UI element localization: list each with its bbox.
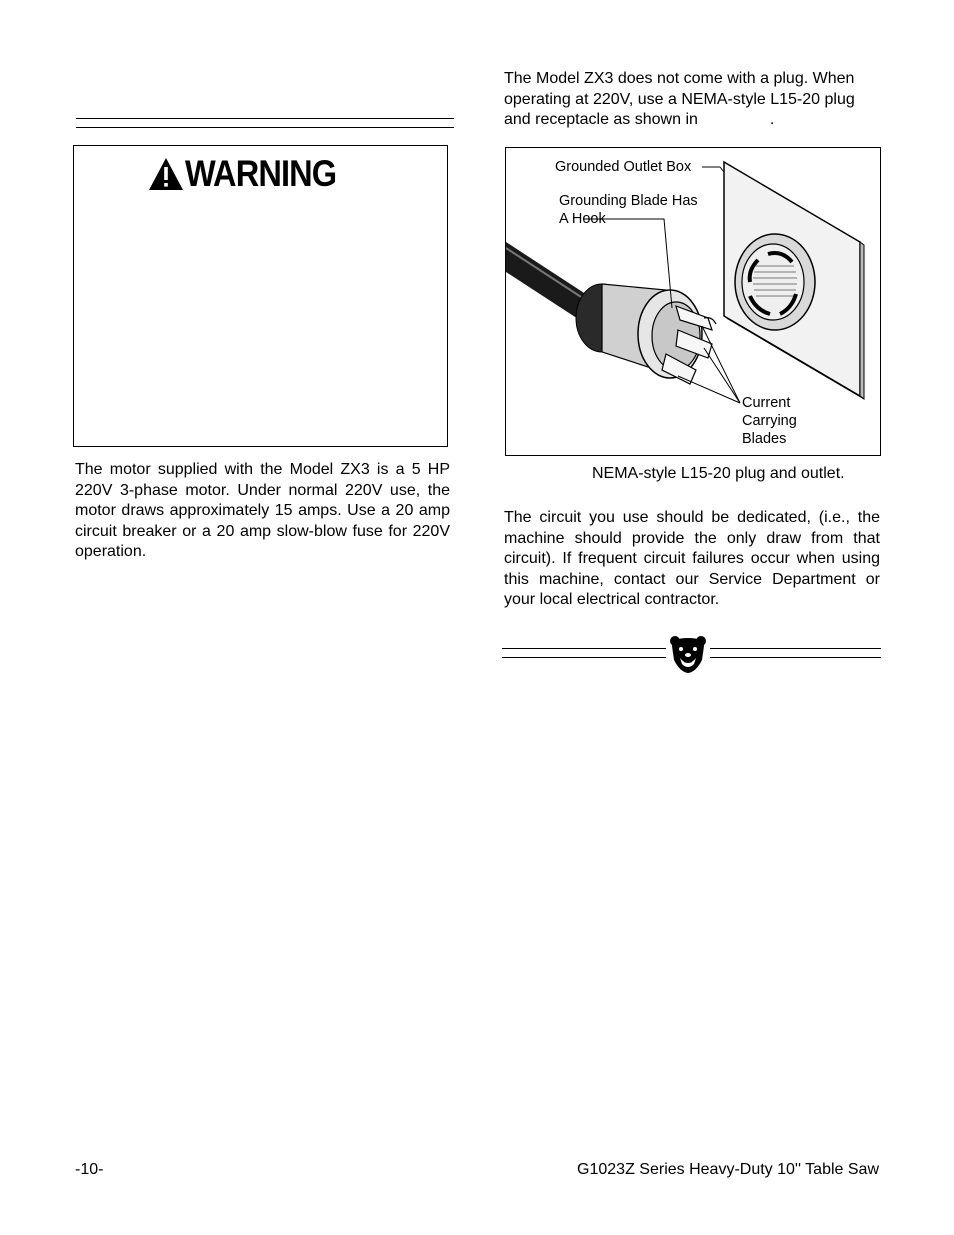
- label-current-3: Blades: [742, 431, 787, 447]
- warning-triangle-icon: [148, 157, 184, 191]
- plug-paragraph-end: .: [769, 111, 775, 128]
- label-current-1: Current: [742, 395, 791, 411]
- plug-paragraph: [504, 69, 882, 131]
- plug-paragraph-text: The Model ZX3 does not come with a plug. When operating at 220V, use a NEMA-style L15-20 plug and receptacle as shown in: [504, 70, 855, 128]
- label-current-2: Carrying: [742, 413, 797, 429]
- label-grounding-blade-1: Grounding Blade Has: [559, 193, 698, 209]
- page-number: -10-: [75, 1161, 104, 1178]
- figure-caption: NEMA-style L15-20 plug and outlet.: [592, 465, 845, 482]
- manual-title: G1023Z Series Heavy-Duty 10'' Table Saw: [577, 1161, 879, 1178]
- plug-figure: [505, 147, 881, 456]
- bear-head-icon: [668, 634, 708, 674]
- section-rule: [76, 118, 454, 128]
- section-end-rule-left: [502, 648, 666, 658]
- label-grounded-outlet-box: Grounded Outlet Box: [555, 159, 692, 175]
- motor-paragraph: The motor supplied with the Model ZX3 is a 5 HP 220V 3-phase motor. Under normal 220V use, the motor draws approximately 15 amps. Use a 20 amp circuit breaker or a 20 amp slow-blow fuse for 220V operation.: [75, 461, 450, 560]
- label-grounding-blade-2: A Hook: [559, 211, 606, 227]
- warning-title: WARNING: [185, 153, 337, 194]
- circuit-paragraph: The circuit you use should be dedicated, (i.e., the machine should provide the only draw from that circuit). If frequent circuit failures occur when using this machine, contact our Service Department or your local electrical contractor.: [504, 509, 880, 608]
- warning-header: [148, 154, 357, 194]
- section-end-rule-right: [710, 648, 881, 658]
